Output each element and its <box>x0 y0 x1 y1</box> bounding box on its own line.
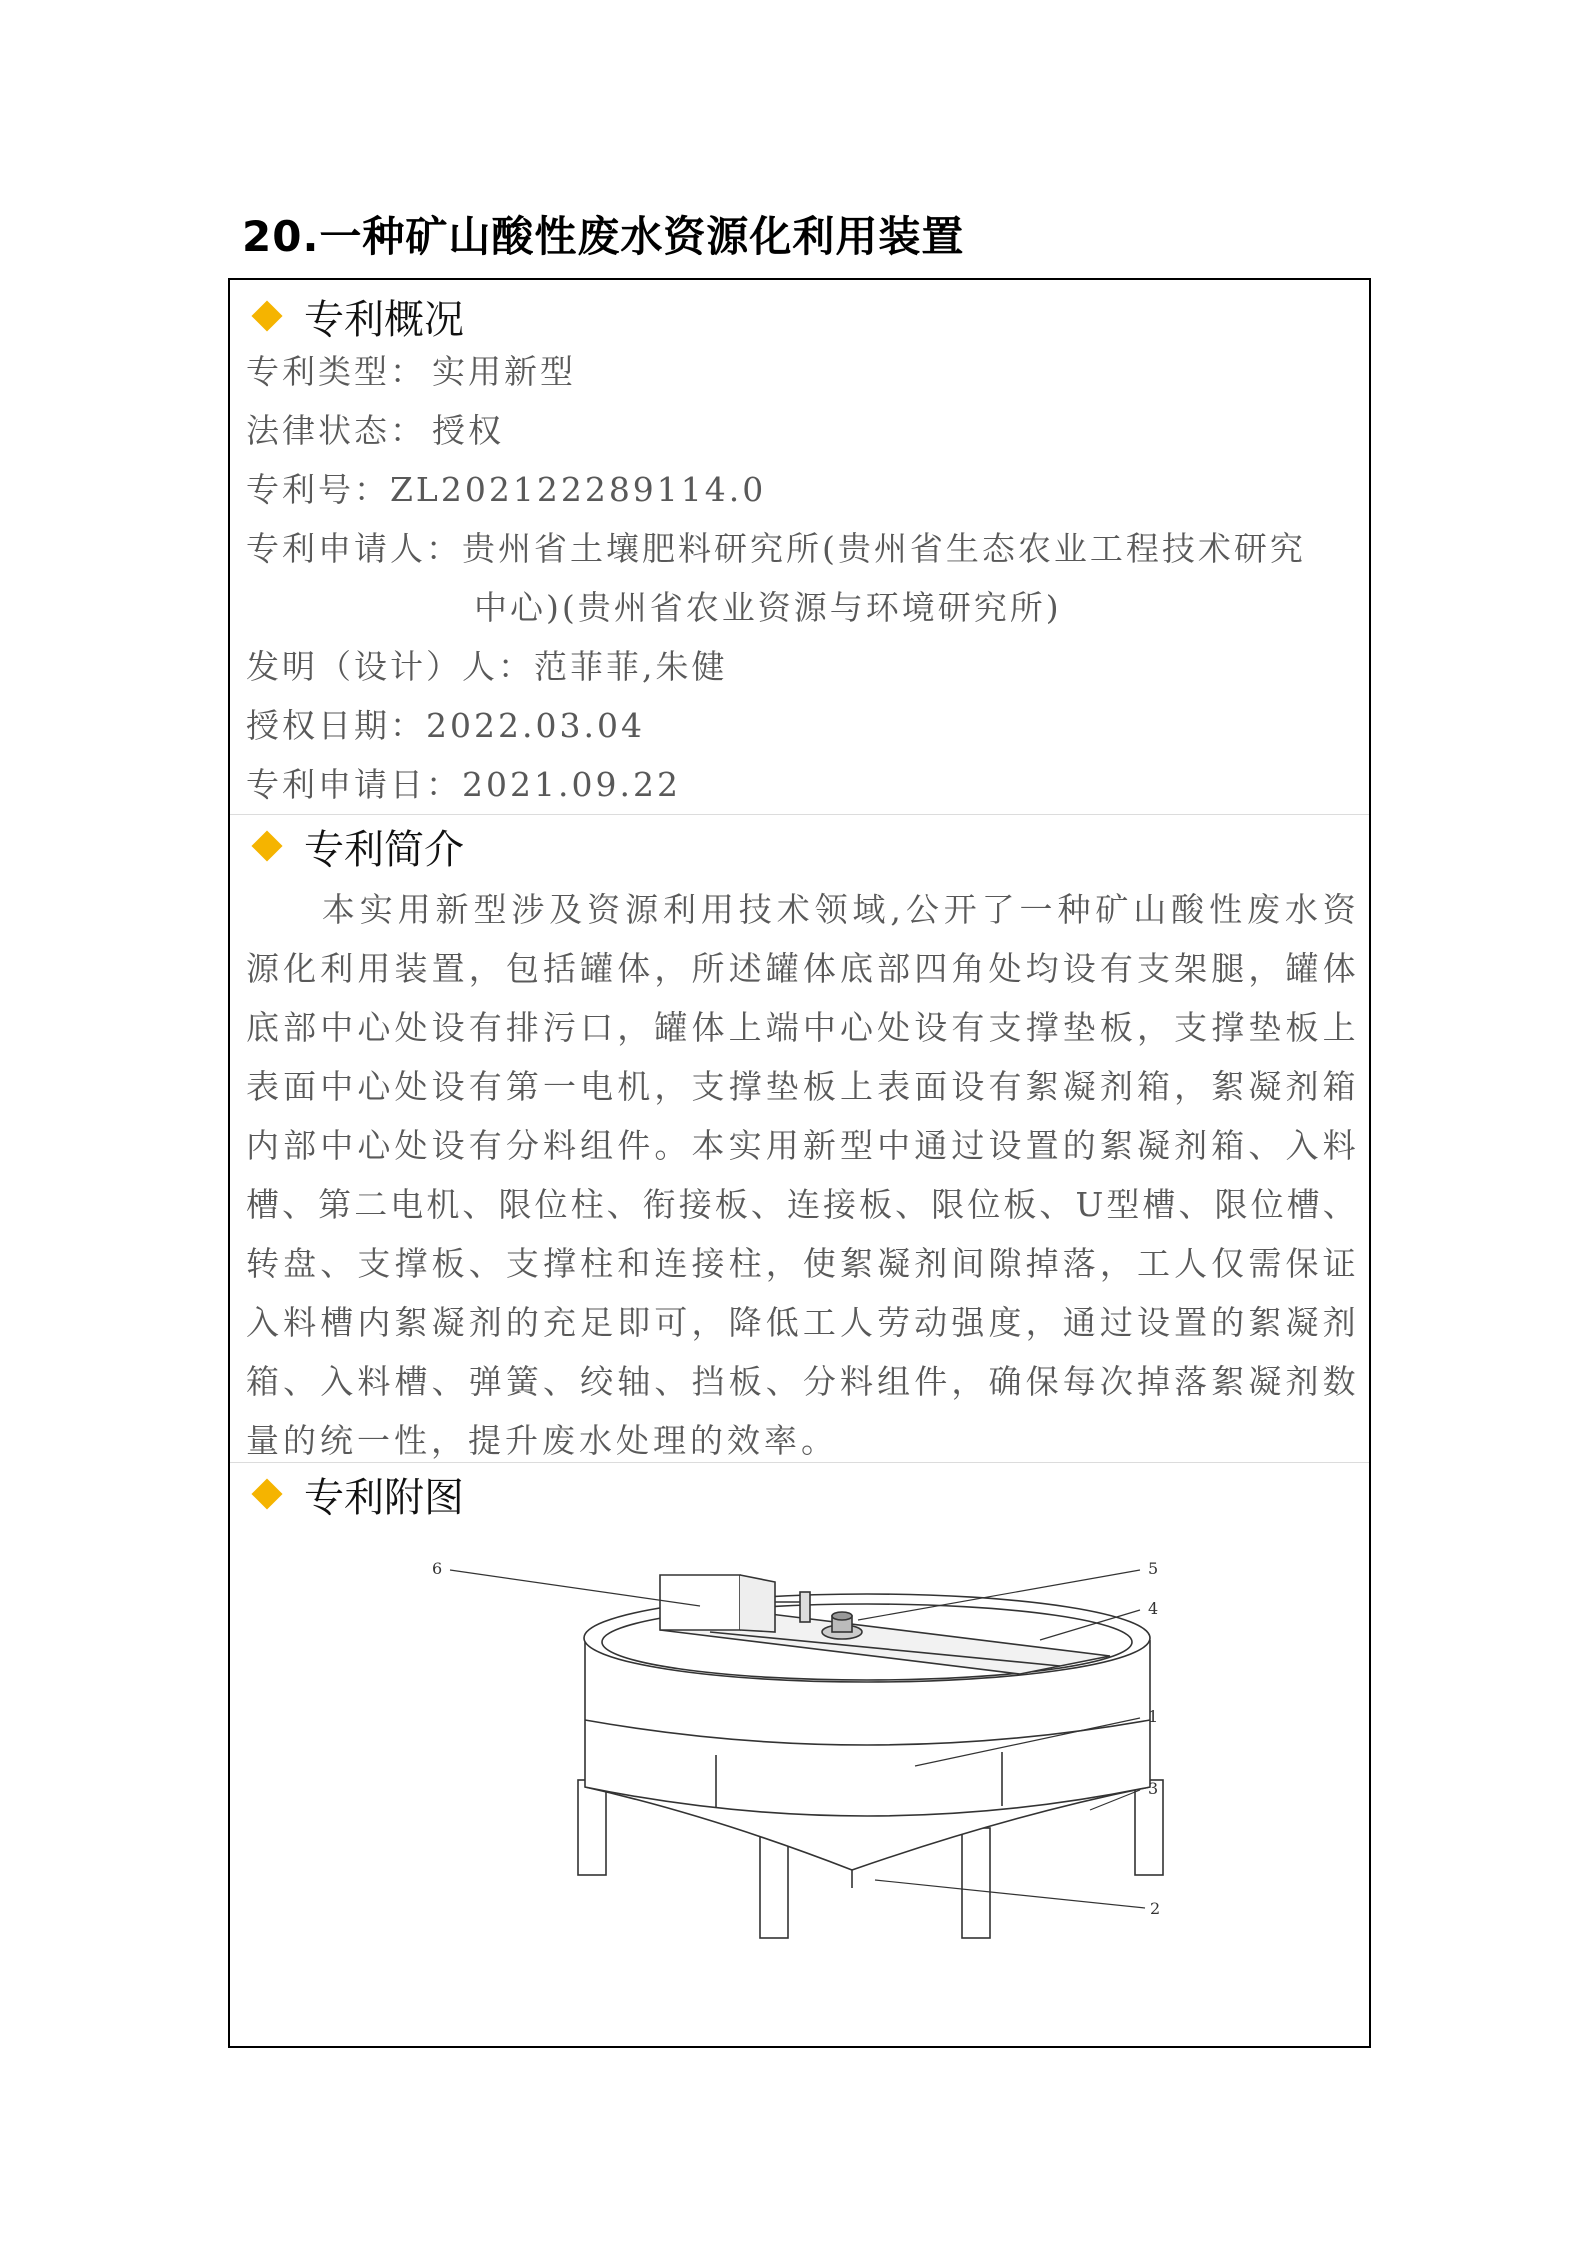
patent-number-value: ZL202122289114.0 <box>390 470 767 509</box>
legal-status-row <box>246 401 504 460</box>
abstract-line: 源 化 利 用 装 置 ， 包 括 罐 体 ， 所 述 罐 体 底 部 四 角 处 均 设 有 支 架 腿 ， 罐 体 <box>246 949 1356 988</box>
overview-heading-text: 专利概况 <box>304 296 464 343</box>
support-leg <box>578 1780 606 1875</box>
application-date-row <box>246 755 681 814</box>
abstract-line: 量的统一性，提升废水处理的效率。 <box>246 1421 838 1460</box>
figure-heading <box>248 1466 464 1522</box>
callout-label: 3 <box>1148 1779 1159 1798</box>
application-date-label: 专利申请日： <box>246 765 462 804</box>
applicant-value-line2: 中心)(贵州省农业资源与环境研究所) <box>474 588 1062 627</box>
diamond-bullet-icon <box>251 300 282 331</box>
patent-drawing <box>410 1559 1190 1950</box>
abstract-line: 箱 、 入 料 槽 、 弹 簧 、 绞 轴 、 挡 板 、 分 料 组 件 ， 确 保 每 次 掉 落 絮 凝 剂 数 <box>246 1362 1356 1401</box>
abstract-line: 本 实 用 新 型 涉 及 资 源 利 用 技 术 领 域 , 公 开 了 一 种 矿 山 酸 性 废 水 资 <box>321 890 1356 929</box>
abstract-line: 槽 、 第 二 电 机 、 限 位 柱 、 衔 接 板 、 连 接 板 、 限 位 板 、 U 型 槽 、 限 位 槽 、 <box>246 1185 1356 1224</box>
abstract-heading <box>248 818 464 874</box>
patent-type-label: 专利类型： <box>246 352 426 391</box>
overview-heading <box>248 288 464 344</box>
patent-type-value: 实用新型 <box>432 352 576 391</box>
grant-date-value: 2022.03.04 <box>426 706 645 745</box>
legal-status-label: 法律状态： <box>246 411 426 450</box>
abstract-line: 底 部 中 心 处 设 有 排 污 口 ， 罐 体 上 端 中 心 处 设 有 支 撑 垫 板 ， 支 撑 垫 板 上 <box>246 1008 1356 1047</box>
application-date-value: 2021.09.22 <box>462 765 681 804</box>
callout-label: 6 <box>432 1559 443 1578</box>
applicant-label: 专利申请人： <box>246 529 462 568</box>
applicant-row <box>246 519 1306 578</box>
box-bracket <box>800 1592 810 1622</box>
patent-type-row <box>246 342 576 401</box>
section-divider <box>230 1462 1369 1463</box>
page-title: 20.一种矿山酸性废水资源化利用装置 <box>242 212 965 261</box>
abstract-line: 转 盘 、 支 撑 板 、 支 撑 柱 和 连 接 柱 ， 使 絮 凝 剂 间 隙 掉 落 ， 工 人 仅 需 保 证 <box>246 1244 1356 1283</box>
patent-number-label: 专利号： <box>246 470 390 509</box>
callout-label: 5 <box>1148 1559 1159 1578</box>
grant-date-row <box>246 696 645 755</box>
callout-label: 1 <box>1148 1707 1159 1726</box>
motor-top <box>832 1612 852 1620</box>
inventor-label: 发明（设计）人： <box>246 647 534 686</box>
abstract-line: 内 部 中 心 处 设 有 分 料 组 件 。 本 实 用 新 型 中 通 过 设 置 的 絮 凝 剂 箱 、 入 料 <box>246 1126 1356 1165</box>
abstract-heading-text: 专利简介 <box>304 826 464 873</box>
section-divider <box>230 814 1369 815</box>
support-leg <box>962 1828 990 1938</box>
diamond-bullet-icon <box>251 1478 282 1509</box>
diamond-bullet-icon <box>251 830 282 861</box>
abstract-line: 入 料 槽 内 絮 凝 剂 的 充 足 即 可 ， 降 低 工 人 劳 动 强 度 ， 通 过 设 置 的 絮 凝 剂 <box>246 1303 1356 1342</box>
abstract-line: 表 面 中 心 处 设 有 第 一 电 机 ， 支 撑 垫 板 上 表 面 设 有 絮 凝 剂 箱 ， 絮 凝 剂 箱 <box>246 1067 1356 1106</box>
inventor-row <box>246 637 728 696</box>
patent-card <box>228 278 1371 2048</box>
applicant-value-line1: 贵州省土壤肥料研究所(贵州省生态农业工程技术研究 <box>462 529 1306 568</box>
figure-heading-text: 专利附图 <box>304 1474 464 1521</box>
legal-status-value: 授权 <box>432 411 504 450</box>
flocculant-box-side <box>740 1575 775 1632</box>
callout-label: 4 <box>1148 1599 1159 1618</box>
callout-label: 2 <box>1150 1899 1161 1918</box>
grant-date-label: 授权日期： <box>246 706 426 745</box>
inventor-value: 范菲菲,朱健 <box>534 647 728 686</box>
patent-number-row <box>246 460 766 519</box>
